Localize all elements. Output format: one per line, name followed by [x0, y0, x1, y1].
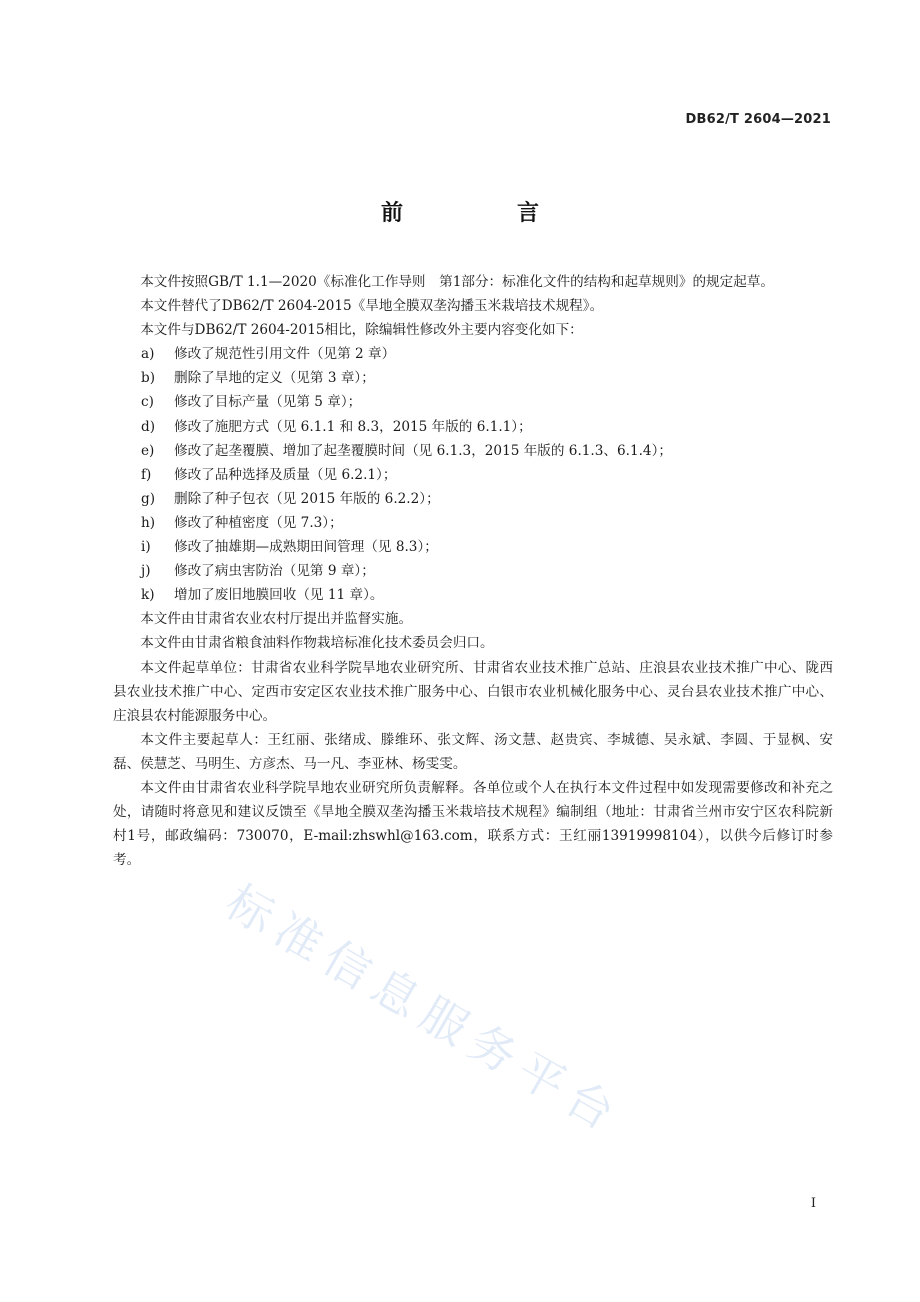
- list-marker: h): [141, 514, 156, 531]
- paragraph-interpretation: 本文件由甘肃省农业科学院旱地农业研究所负责解释。各单位或个人在执行本文件过程中如发现需要修改和补充之处，请随时将意见和建议反馈至《旱地全膜双垄沟播玉米栽培技术规程》编制组（地址：甘肃省兰州市安宁区农科院新村1号，邮政编码：730070，E-mail:zhswhl@163.com，联系方式：王红丽13919998104），以供今后修订时参考。: [113, 779, 833, 869]
- standard-code: DB62/T 2604—2021: [685, 112, 831, 127]
- paragraph-drafting-units: 本文件起草单位：甘肃省农业科学院旱地农业研究所、甘肃省农业技术推广总站、庄浪县农业技术推广中心、陇西县农业技术推广中心、定西市安定区农业技术推广服务中心、白银市农业机械化服务中心、灵台县农业技术推广中心、庄浪县农村能源服务中心。: [113, 659, 833, 724]
- list-marker: e): [141, 442, 155, 459]
- paragraph-changes-intro: 本文件与DB62/T 2604-2015相比，除编辑性修改外主要内容变化如下：: [140, 322, 583, 339]
- list-marker: i): [141, 539, 151, 556]
- list-item: [113, 535, 833, 559]
- list-item-text: 修改了施肥方式（见 6.1.1 和 8.3，2015 年版的 6.1.1）；: [174, 418, 532, 435]
- changes-list: [113, 342, 833, 607]
- paragraph-committee: 本文件由甘肃省粮食油料作物栽培标准化技术委员会归口。: [140, 635, 494, 652]
- list-item: [113, 390, 833, 414]
- list-marker: c): [141, 394, 154, 411]
- list-marker: f): [141, 466, 152, 483]
- list-item-text: 修改了目标产量（见第 5 章）；: [174, 394, 362, 411]
- document-body: [113, 270, 833, 872]
- paragraph-drafters: 本文件主要起草人：王红丽、张绪成、滕维环、张文辉、汤文慧、赵贵宾、李城德、吴永斌、李圆、于显枫、安磊、侯慧芝、马明生、方彦杰、马一凡、李亚林、杨雯雯。: [113, 731, 833, 772]
- list-marker: a): [141, 346, 155, 363]
- list-item: [113, 439, 833, 463]
- list-item: [113, 342, 833, 366]
- list-item: [113, 511, 833, 535]
- list-marker: j): [141, 563, 151, 580]
- page-number: I: [810, 1196, 816, 1211]
- list-item-text: 修改了规范性引用文件（见第 2 章）: [174, 346, 396, 363]
- list-item: [113, 559, 833, 583]
- list-marker: b): [141, 370, 156, 387]
- paragraph-replacement: 本文件替代了DB62/T 2604-2015《旱地全膜双垄沟播玉米栽培技术规程》。: [140, 298, 604, 315]
- watermark: 标准信息服务平台: [217, 874, 632, 1145]
- list-item-text: 修改了病虫害防治（见第 9 章）；: [174, 563, 375, 580]
- list-item-text: 增加了废旧地膜回收（见 11 章）。: [174, 587, 384, 604]
- list-item: [113, 366, 833, 390]
- list-item-text: 修改了抽雄期—成熟期田间管理（见 8.3）；: [174, 539, 438, 556]
- list-item-text: 删除了种子包衣（见 2015 年版的 6.2.2）；: [174, 490, 440, 507]
- list-marker: d): [141, 418, 156, 435]
- list-item: [113, 463, 833, 487]
- page-title: 前 言: [380, 201, 585, 226]
- list-marker: k): [141, 587, 155, 604]
- list-item: [113, 415, 833, 439]
- list-marker: g): [141, 490, 156, 507]
- list-item: [113, 583, 833, 607]
- list-item-text: 删除了旱地的定义（见第 3 章）；: [174, 370, 375, 387]
- paragraph-proposer: 本文件由甘肃省农业农村厅提出并监督实施。: [140, 611, 413, 628]
- list-item: [113, 487, 833, 511]
- list-item-text: 修改了种植密度（见 7.3）；: [174, 514, 343, 531]
- paragraph-drafting-basis: 本文件按照GB/T 1.1—2020《标准化工作导则 第1部分：标准化文件的结构和起草规则》的规定起草。: [140, 274, 775, 290]
- list-item-text: 修改了品种选择及质量（见 6.2.1）；: [174, 466, 397, 483]
- list-item-text: 修改了起垄覆膜、增加了起垄覆膜时间（见 6.1.3，2015 年版的 6.1.3、6.1.4）；: [174, 442, 672, 459]
